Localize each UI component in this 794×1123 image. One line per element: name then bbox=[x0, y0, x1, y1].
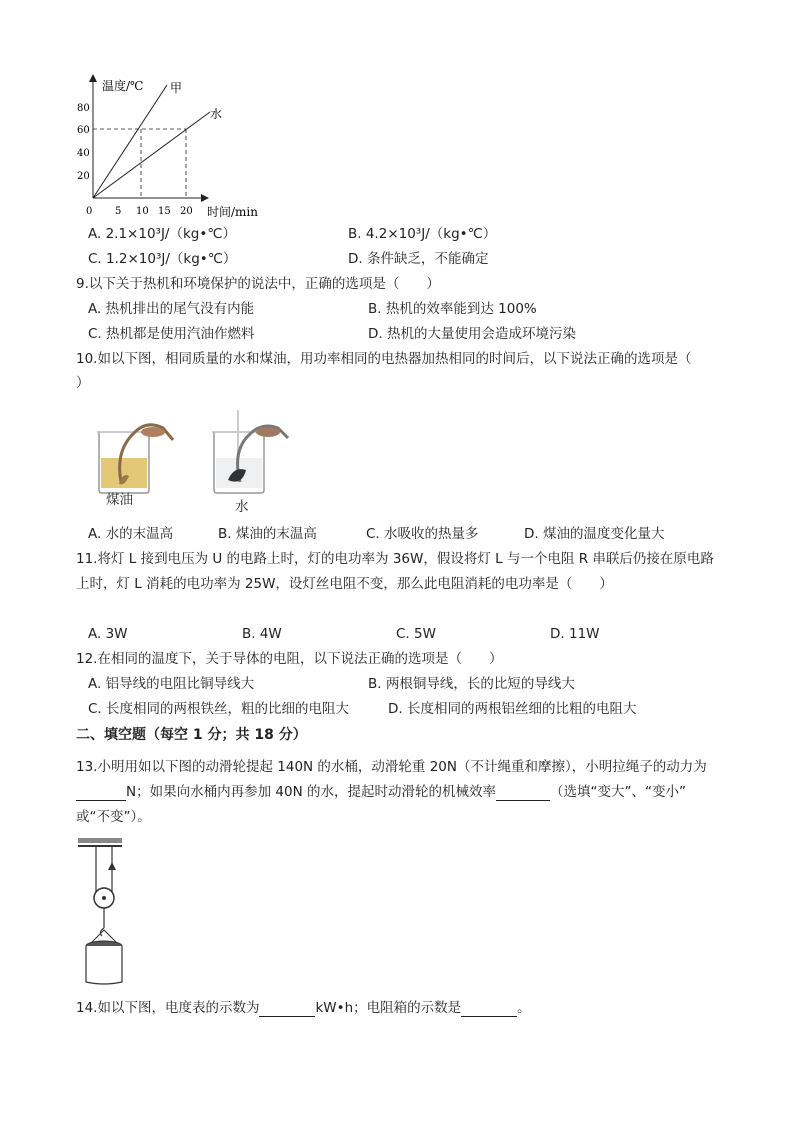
q12-option-b[interactable]: B. 两根铜导线，长的比短的导线大 bbox=[368, 676, 575, 692]
line-water bbox=[93, 112, 210, 198]
y-tick: 40 bbox=[77, 148, 90, 159]
q9-option-c[interactable]: C. 热机都是使用汽油作燃料 bbox=[88, 326, 255, 342]
beaker-kerosene-image bbox=[95, 410, 185, 494]
q9-option-a[interactable]: A. 热机排出的尾气没有内能 bbox=[88, 301, 255, 317]
line-jia-label: 甲 bbox=[170, 81, 183, 95]
q9-option-b[interactable]: B. 热机的效率能到达 100% bbox=[368, 301, 537, 317]
q11-stem-line1: 11.将灯 L 接到电压为 U 的电路上时，灯的电功率为 36W，假设将灯 L 与一个电阻 R 串联后仍接在原电路 bbox=[76, 551, 714, 567]
q10-stem-line2: ） bbox=[76, 375, 90, 391]
q13-line2 bbox=[76, 783, 686, 801]
q11-option-a[interactable]: A. 3W bbox=[88, 626, 128, 642]
line-jia bbox=[93, 85, 167, 198]
q14-blank-meter[interactable] bbox=[259, 1002, 315, 1017]
q11-option-c[interactable]: C. 5W bbox=[396, 626, 436, 642]
section-title-fill-blank: 二、填空题（每空 1 分；共 18 分） bbox=[76, 727, 307, 743]
q8-option-b[interactable]: B. 4.2×10³J/（kg•℃） bbox=[348, 226, 497, 242]
q8-option-c[interactable]: C. 1.2×10³J/（kg•℃） bbox=[88, 251, 237, 267]
q12-stem: 12.在相同的温度下，关于导体的电阻，以下说法正确的选项是（ ） bbox=[76, 651, 503, 667]
y-tick: 20 bbox=[77, 171, 90, 182]
line-water-label: 水 bbox=[210, 107, 223, 121]
q13-line2-text-a: N；如果向水桶内再参加 40N 的水，提起时动滑轮的机械效率 bbox=[126, 784, 496, 800]
q10-option-a[interactable]: A. 水的末温高 bbox=[88, 526, 174, 542]
x-tick: 20 bbox=[180, 206, 193, 217]
q14-text-1: 14.如以下图，电度表的示数为 bbox=[76, 1000, 260, 1016]
beaker-water-image bbox=[210, 410, 300, 494]
x-tick: 0 bbox=[86, 206, 93, 217]
q14-text-3: 。 bbox=[517, 1000, 531, 1016]
y-tick: 80 bbox=[77, 103, 90, 114]
q13-line1: 13.小明用如以下图的动滑轮提起 140N 的水桶，动滑轮重 20N（不计绳重和摩擦），小明拉绳子的动力为 bbox=[76, 759, 707, 775]
q11-option-b[interactable]: B. 4W bbox=[242, 626, 282, 642]
x-tick: 10 bbox=[136, 206, 149, 217]
q13-line3: 或“不变”）。 bbox=[76, 809, 151, 825]
q10-option-c[interactable]: C. 水吸收的热量多 bbox=[366, 526, 479, 542]
temperature-time-graph bbox=[70, 72, 280, 222]
q10-stem-line1: 10.如以下图，相同质量的水和煤油，用功率相同的电热器加热相同的时间后，以下说法正确的选项是（ bbox=[76, 351, 692, 367]
q11-stem-line2: 上时，灯 L 消耗的电功率为 25W，设灯丝电阻不变，那么此电阻消耗的电功率是（ ） bbox=[76, 576, 613, 592]
q14-text-2: kW•h；电阻箱的示数是 bbox=[315, 1000, 462, 1016]
q12-option-d[interactable]: D. 长度相同的两根铝丝细的比粗的电阻大 bbox=[388, 701, 637, 717]
q13-line2-text-b: （选填“变大”、“变小” bbox=[549, 784, 686, 800]
x-tick: 5 bbox=[115, 206, 122, 217]
label-kerosene: 煤油 bbox=[106, 492, 133, 508]
pulley-diagram bbox=[76, 836, 136, 988]
q14-blank-resistance[interactable] bbox=[461, 1002, 517, 1017]
q13-blank-efficiency[interactable] bbox=[496, 786, 550, 801]
x-tick: 15 bbox=[158, 206, 171, 217]
q9-option-d[interactable]: D. 热机的大量使用会造成环境污染 bbox=[368, 326, 576, 342]
q9-stem: 9.以下关于热机和环境保护的说法中，正确的选项是（ ） bbox=[76, 276, 440, 292]
x-axis-label: 时间/min bbox=[207, 205, 258, 219]
q12-option-c[interactable]: C. 长度相同的两根铁丝，粗的比细的电阻大 bbox=[88, 701, 350, 717]
q12-option-a[interactable]: A. 铝导线的电阻比铜导线大 bbox=[88, 676, 255, 692]
q8-option-d[interactable]: D. 条件缺乏，不能确定 bbox=[348, 251, 489, 267]
y-axis-label: 温度/℃ bbox=[102, 79, 144, 93]
y-tick: 60 bbox=[77, 125, 90, 136]
q11-option-d[interactable]: D. 11W bbox=[550, 626, 600, 642]
q14-line bbox=[76, 999, 531, 1017]
q10-option-d[interactable]: D. 煤油的温度变化量大 bbox=[524, 526, 665, 542]
q10-option-b[interactable]: B. 煤油的末温高 bbox=[218, 526, 317, 542]
label-water: 水 bbox=[235, 499, 249, 515]
q13-blank-force[interactable] bbox=[76, 786, 126, 801]
q8-option-a[interactable]: A. 2.1×10³J/（kg•℃） bbox=[88, 226, 236, 242]
